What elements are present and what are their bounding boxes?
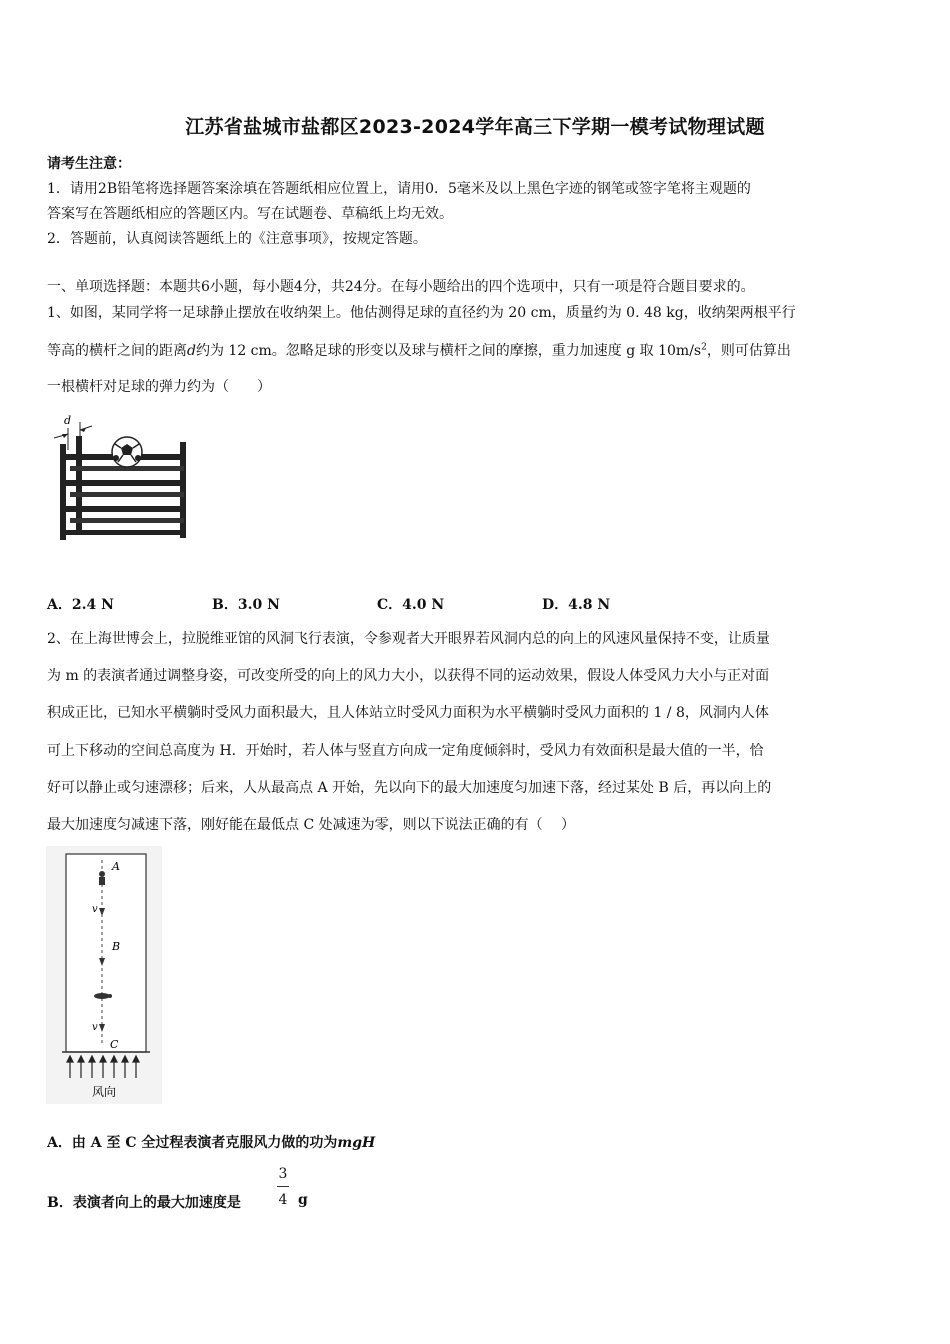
figure-label-b: B — [112, 940, 121, 953]
q2-line-2: 为 m 的表演者通过调整身姿，可改变所受的向上的风力大小，以获得不同的运动效果，假设人体受风力大小与正对面 — [47, 668, 770, 684]
performer-top-icon — [99, 871, 105, 885]
figure-label-v2: v — [92, 1022, 98, 1033]
notice-line-1: 1．请用2B铅笔将选择题答案涂填在答题纸相应位置上，请用0．5毫米及以上黑色字迹的钢笔或签字笔将主观题的 — [47, 181, 751, 197]
notice-line-2: 答案写在答题纸相应的答题区内。写在试题卷、草稿纸上均无效。 — [47, 206, 453, 222]
fraction-numerator: 3 — [278, 1166, 288, 1182]
q1-line-2-b: 约为 12 cm。忽略足球的形变以及球与横杆之间的摩擦，重力加速度 g 取 10m/s — [195, 343, 702, 359]
section-1-heading: 一、单项选择题：本题共6小题，每小题4分，共24分。在每小题给出的四个选项中，只有一项是符合题目要求的。 — [47, 279, 755, 295]
soccer-ball-icon — [112, 437, 142, 467]
q1-option-d[interactable]: D．4.8 N — [542, 597, 611, 613]
q1-option-c[interactable]: C．4.0 N — [377, 597, 445, 613]
q2-line-3: 积成正比，已知水平横躺时受风力面积最大，且人体站立时受风力面积为水平横躺时受风力面积的 1 / 8，风洞内人体 — [47, 705, 769, 721]
q1-line-2 — [47, 340, 791, 360]
q1-line-2-a: 等高的横杆之间的距离 — [47, 343, 187, 359]
q1-superscript: 2 — [701, 342, 707, 353]
q2-line-4: 可上下移动的空间总高度为 H．开始时，若人体与竖直方向成一定角度倾斜时，受风力有效面积是最大值的一半，恰 — [47, 743, 764, 759]
q1-var-d: d — [187, 343, 196, 359]
distance-d-marker — [54, 422, 92, 450]
q2-line-5: 好可以静止或匀速漂移；后来，人从最高点 A 开始，先以向下的最大加速度匀加速下落，经过某处 B 后，再以向上的 — [47, 780, 772, 796]
q2-wind-tunnel-figure — [46, 846, 162, 1104]
q1-line-3: 一根横杆对足球的弹力约为（ ） — [47, 379, 271, 395]
q1-option-b[interactable]: B．3.0 N — [212, 597, 280, 613]
q1-line-2-c: ，则可估算出 — [706, 343, 791, 359]
q2-option-a-math: mgH — [337, 1135, 376, 1151]
q2-option-b[interactable] — [47, 1192, 241, 1212]
figure-caption-wind: 风向 — [91, 1085, 117, 1099]
q2-line-1: 2、在上海世博会上，拉脱维亚馆的风洞飞行表演，令参观者大开眼界若风洞内总的向上的风速风量保持不变，让质量 — [47, 631, 770, 647]
q2-option-a-text: A．由 A 至 C 全过程表演者克服风力做的功为 — [47, 1135, 338, 1151]
q1-option-a[interactable]: A．2.4 N — [47, 597, 114, 613]
q2-line-6: 最大加速度匀减速下落，刚好能在最低点 C 处减速为零，则以下说法正确的有（ ） — [47, 817, 576, 833]
figure-label-c: C — [110, 1038, 119, 1051]
q1-line-1: 1、如图，某同学将一足球静止摆放在收纳架上。他估测得足球的直径约为 20 cm，质量约为 0. 48 kg，收纳架两根平行 — [47, 305, 796, 321]
figure-label-a: A — [112, 860, 120, 873]
q2-option-b-unit: g — [298, 1192, 308, 1208]
fraction-denominator: 4 — [278, 1192, 288, 1208]
notice-heading: 请考生注意： — [47, 156, 131, 172]
q2-option-a[interactable] — [47, 1132, 375, 1152]
fraction-bar — [277, 1186, 289, 1187]
q2-option-b-text: B．表演者向上的最大加速度是 — [47, 1195, 241, 1211]
figure-label-d: d — [64, 414, 72, 427]
tunnel-frame — [66, 854, 146, 1052]
q1-rack-figure — [40, 414, 200, 544]
figure-label-v1: v — [92, 904, 98, 915]
notice-line-3: 2．答题前，认真阅读答题纸上的《注意事项》，按规定答题。 — [47, 231, 427, 247]
page-title: 江苏省盐城市盐都区2023-2024学年高三下学期一模考试物理试题 — [185, 116, 765, 138]
